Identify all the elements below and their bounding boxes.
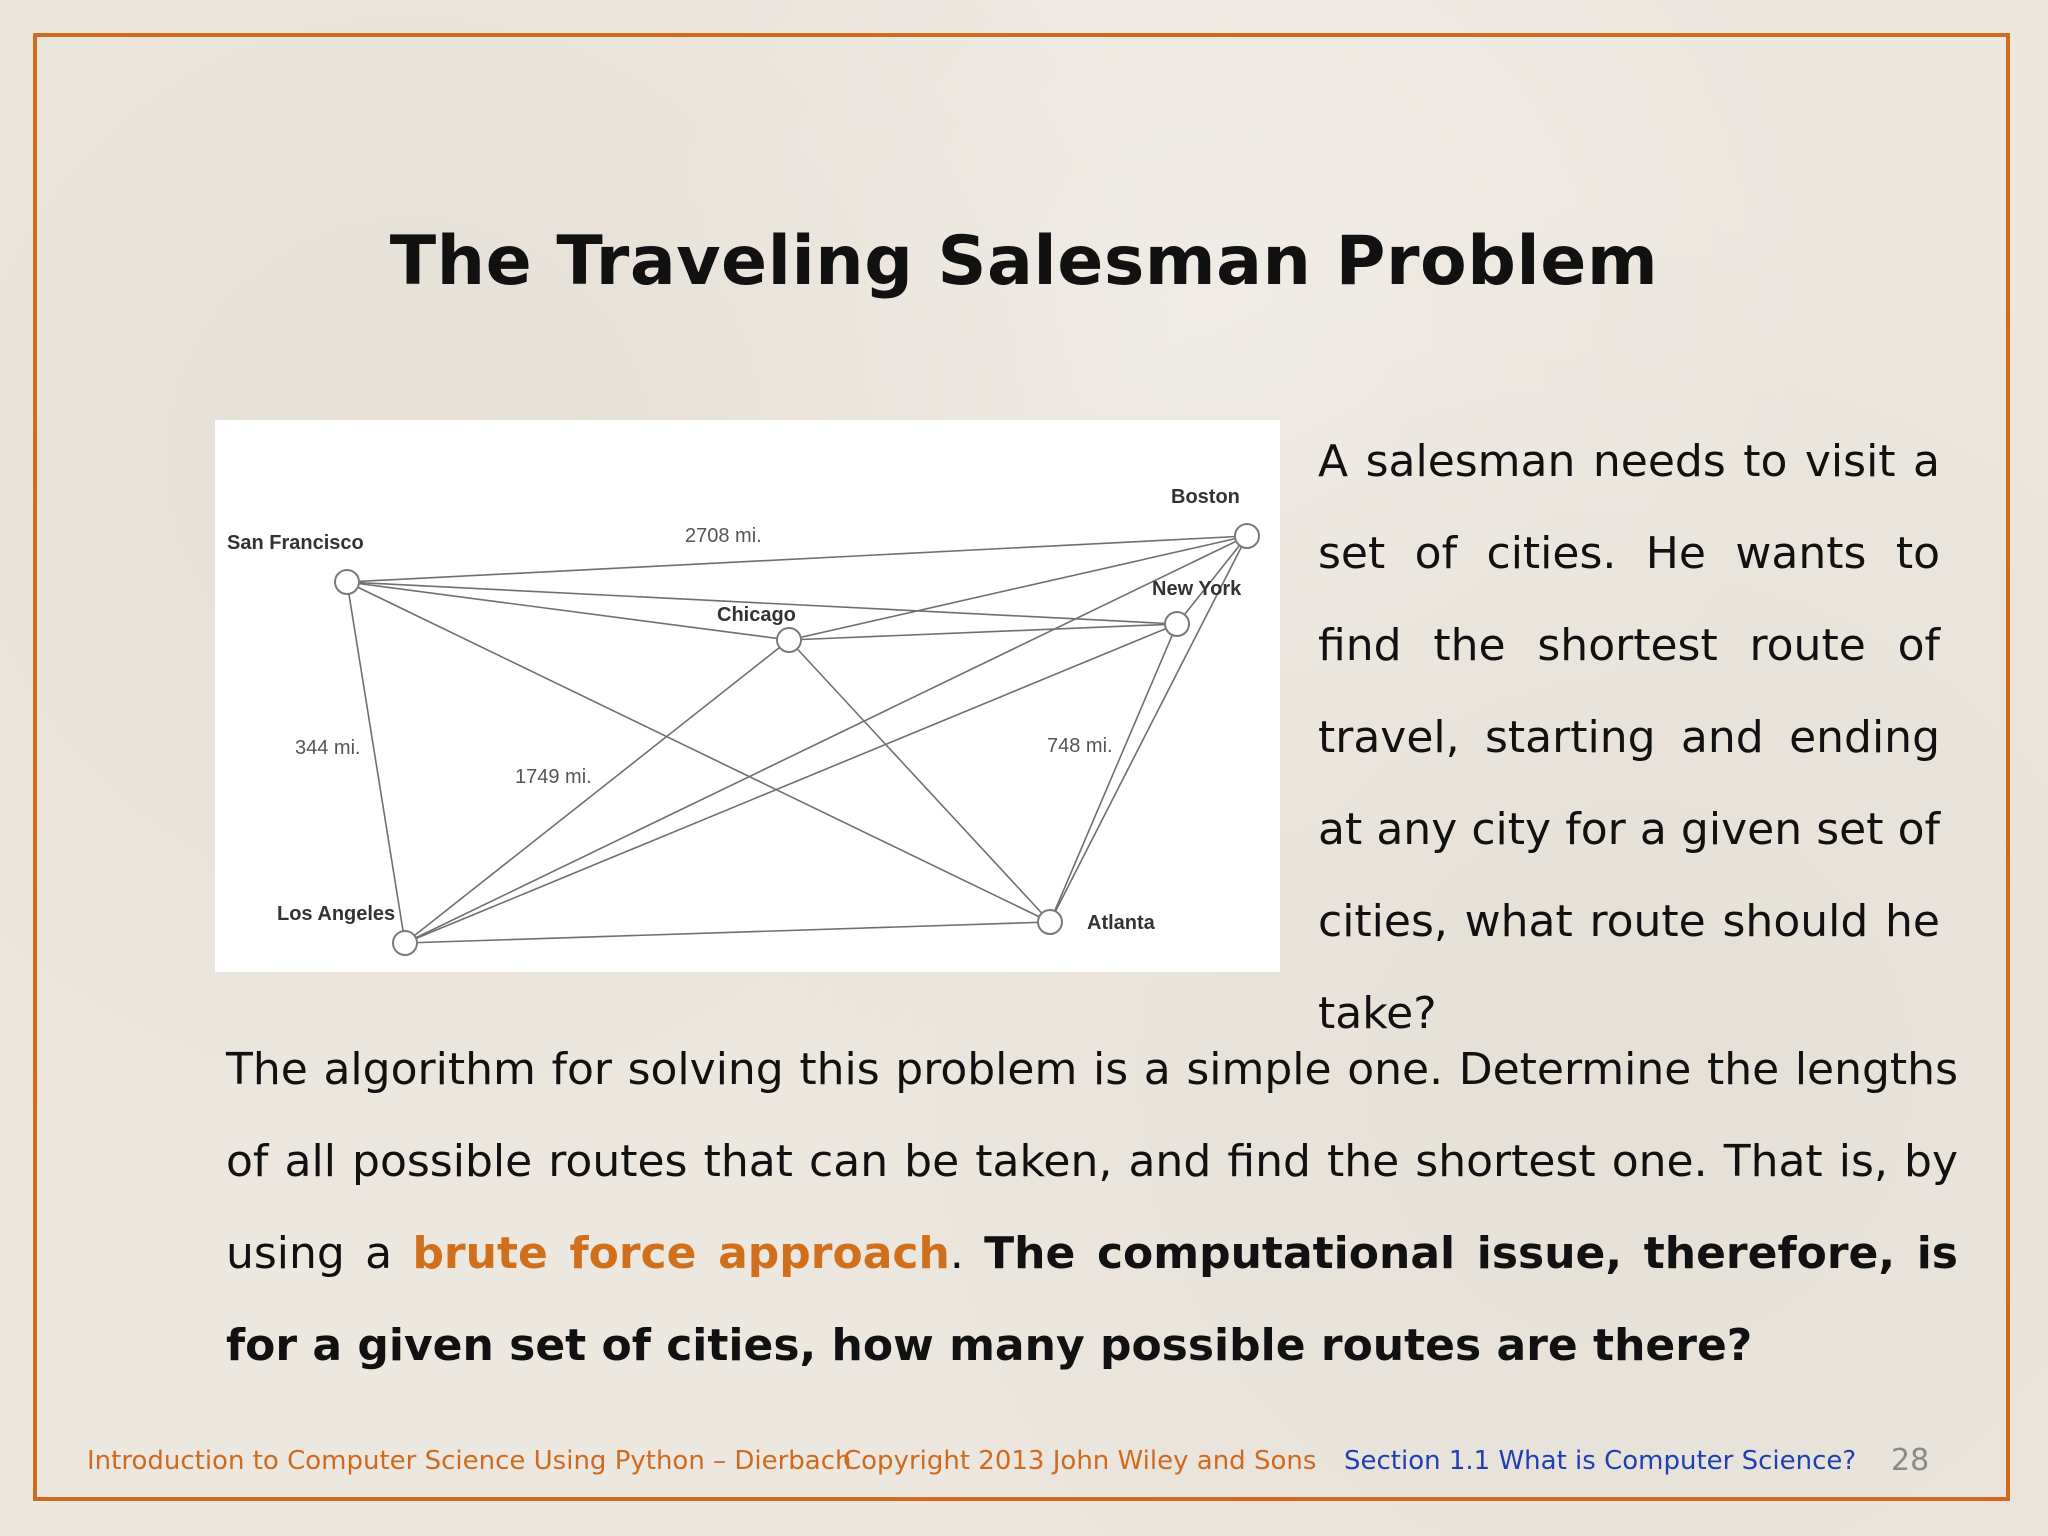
distance-la-chicago: 1749 mi. [515,766,592,788]
distance-sf-la: 344 mi. [295,737,361,759]
edge-sf-boston [347,536,1247,582]
label-chicago: Chicago [717,604,796,626]
problem-description: A salesman needs to visit a set of cities. He wants to find the shortest route of travel, starting and ending at any city for a given set of cities, what route should he take? [1318,436,1940,1039]
slide-title: The Traveling Salesman Problem [389,222,1659,301]
node-boston [1235,524,1259,548]
edge-sf-la [347,582,405,943]
footer-copyright: Copyright 2013 John Wiley and Sons [843,1446,1317,1476]
node-new-york [1165,612,1189,636]
page-number: 28 [1891,1443,1930,1478]
paragraph-intro: The algorithm for solving this problem is a simple one. Determine the lengths of all possible routes that can be taken, and find the shortest one. That is, by using a [226,1044,1958,1279]
edge-la-boston [405,536,1247,943]
node-san-francisco [335,570,359,594]
node-chicago [777,628,801,652]
label-new-york: New York [1152,578,1242,600]
label-boston: Boston [1171,486,1240,508]
label-atlanta: Atlanta [1087,912,1155,934]
label-san-francisco: San Francisco [227,532,364,554]
city-graph-figure [215,420,1280,972]
edge-la-atlanta [405,922,1050,943]
computational-question: The computational issue, therefore, is for a given set of cities, how many possible routes are there? [226,1228,1958,1371]
city-graph [215,420,1280,972]
edge-chicago-atlanta [789,640,1050,922]
algorithm-paragraph [226,1024,1958,1392]
node-atlanta [1038,910,1062,934]
edge-chicago-la [405,640,789,943]
label-los-angeles: Los Angeles [277,903,396,925]
distance-sf-boston: 2708 mi. [685,525,762,547]
footer-section: Section 1.1 What is Computer Science? [1344,1446,1857,1476]
distance-ny-atlanta: 748 mi. [1047,735,1113,757]
brute-force-highlight: brute force approach [412,1228,950,1279]
footer-book: Introduction to Computer Science Using Python – Dierbach [87,1446,852,1476]
node-los-angeles [393,931,417,955]
paragraph-period: . [949,1228,985,1279]
